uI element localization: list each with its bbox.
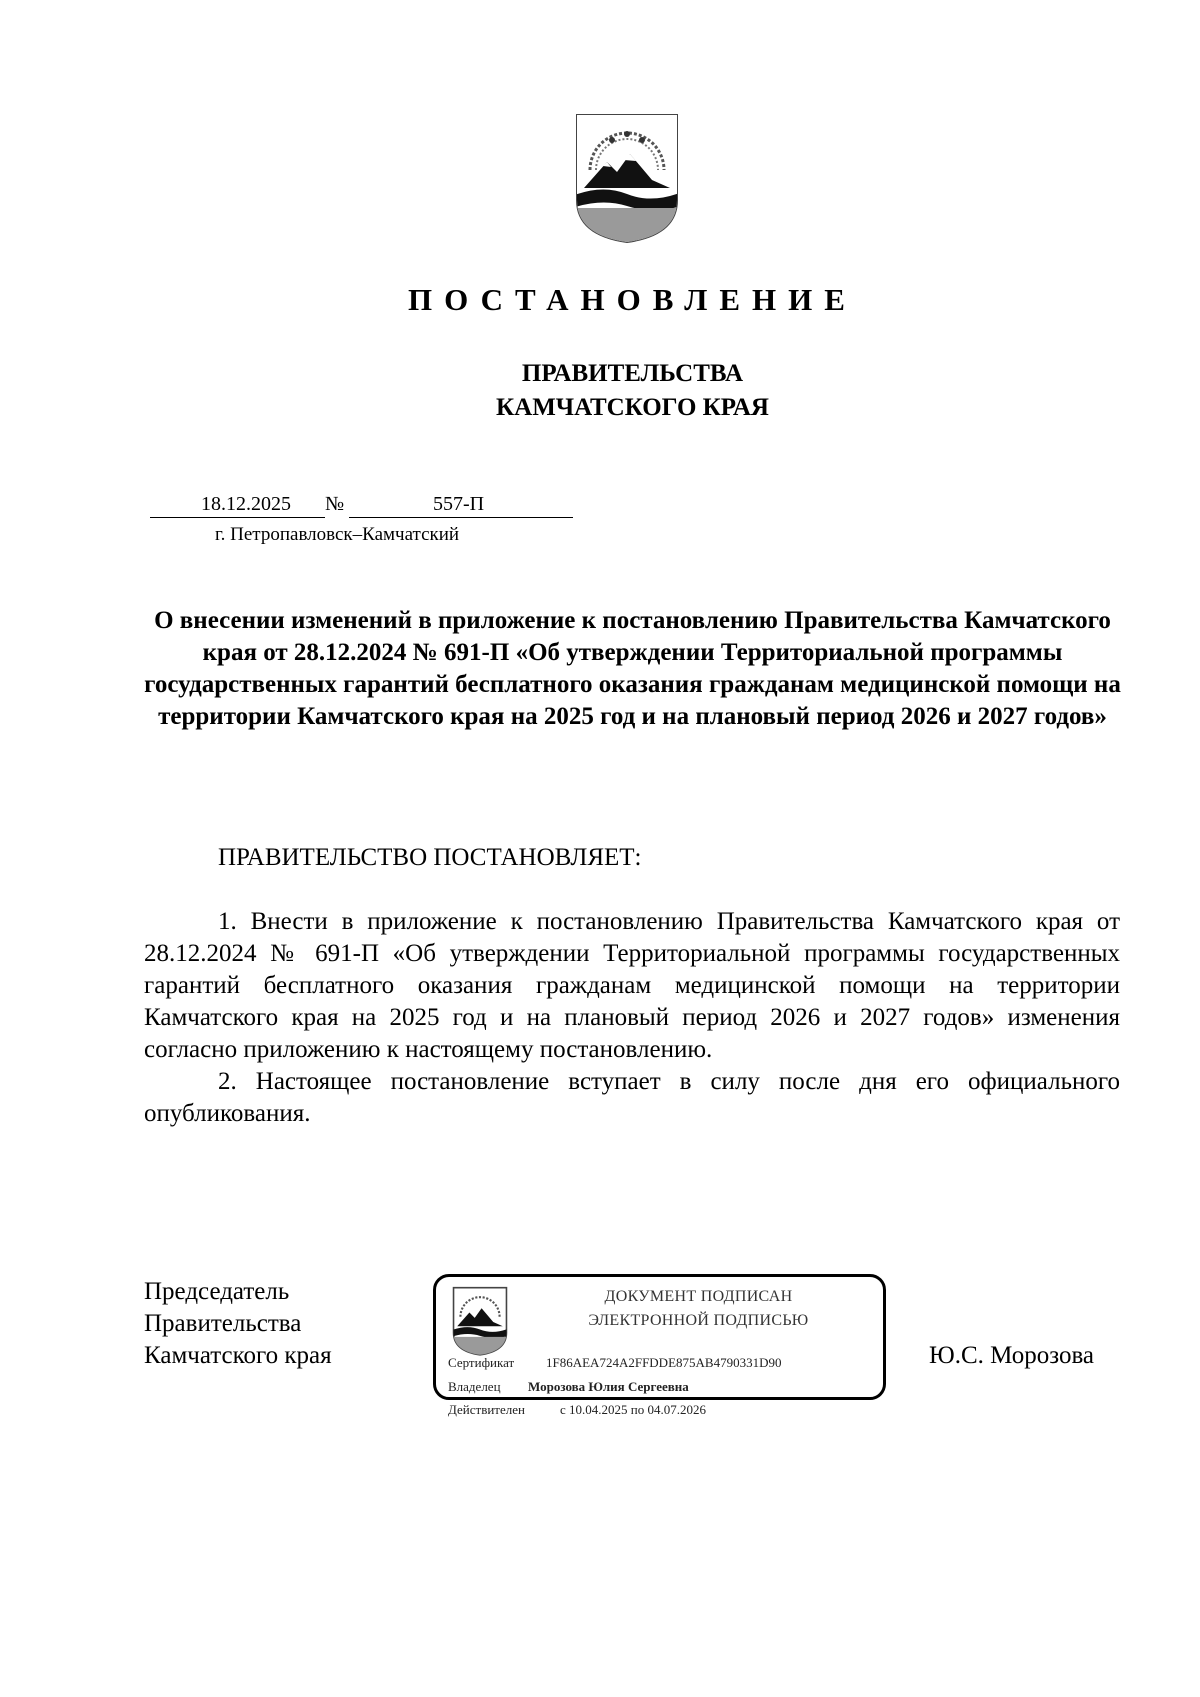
document-body xyxy=(144,906,1120,1130)
enacting-clause: ПРАВИТЕЛЬСТВО ПОСТАНОВЛЯЕТ: xyxy=(218,844,642,871)
signer-position-line: Правительства xyxy=(144,1310,302,1337)
kamchatka-coat-of-arms-icon xyxy=(448,1285,512,1357)
owner-value: Морозова Юлия Сергеевна xyxy=(528,1379,689,1394)
validity-label: Действителен xyxy=(448,1402,525,1417)
owner-label: Владелец xyxy=(448,1379,501,1394)
certificate-label: Сертификат xyxy=(448,1355,515,1370)
signer-position-line: Председатель xyxy=(144,1278,290,1305)
stamp-heading-line-1: ДОКУМЕНТ ПОДПИСАН xyxy=(604,1288,793,1305)
stamp-heading xyxy=(526,1285,871,1333)
document-title: О внесении изменений в приложение к постановлению Правительства Камчатского края от 28.12.2024 № 691-П «Об утверждении Территориальной программы государственных гарантий бесплатного оказания гражданам медицинской помощи на территории Камчатского края на 2025 год и на плановый период 2026 и 2027 годов» xyxy=(144,607,1121,730)
document-number: 557-П xyxy=(433,493,485,515)
body-paragraph: 1. Внести в приложение к постановлению Правительства Камчатского края от 28.12.2024 № 691-П «Об утверждении Территориальной программы государственных гарантий бесплатного оказания гражданам медицинской помощи на территории Камчатского края на 2025 год и на плановый период 2026 и 2027 годов» изменения согласно приложению к настоящему постановлению. xyxy=(144,908,1120,1063)
document-date: 18.12.2025 xyxy=(201,493,291,515)
document-date-field xyxy=(150,491,325,518)
kamchatka-coat-of-arms-icon xyxy=(572,110,682,246)
signer-name: Ю.С. Морозова xyxy=(929,1342,1095,1369)
body-paragraph: 2. Настоящее постановление вступает в силу после дня его официального опубликования. xyxy=(144,1068,1120,1127)
document-number-field xyxy=(349,491,573,518)
electronic-signature-stamp xyxy=(433,1274,886,1417)
stamp-validity-row xyxy=(448,1401,706,1419)
number-sign: № xyxy=(325,493,345,515)
stamp-owner-row xyxy=(448,1378,689,1396)
validity-value: с 10.04.2025 по 04.07.2026 xyxy=(560,1402,706,1417)
document-city: г. Петропавловск–Камчатский xyxy=(215,524,460,545)
authority-line-2: КАМЧАТСКОГО КРАЯ xyxy=(496,394,769,421)
issuing-authority xyxy=(0,357,1200,425)
certificate-value: 1F86AEA724A2FFDDE875AB4790331D90 xyxy=(546,1355,782,1370)
stamp-heading-line-2: ЭЛЕКТРОННОЙ ПОДПИСЬЮ xyxy=(588,1312,809,1329)
signer-position xyxy=(144,1276,332,1372)
document-type-heading: ПОСТАНОВЛЕНИЕ xyxy=(408,282,857,317)
signer-position-line: Камчатского края xyxy=(144,1342,332,1369)
stamp-certificate-row xyxy=(448,1354,782,1372)
authority-line-1: ПРАВИТЕЛЬСТВА xyxy=(521,360,744,387)
